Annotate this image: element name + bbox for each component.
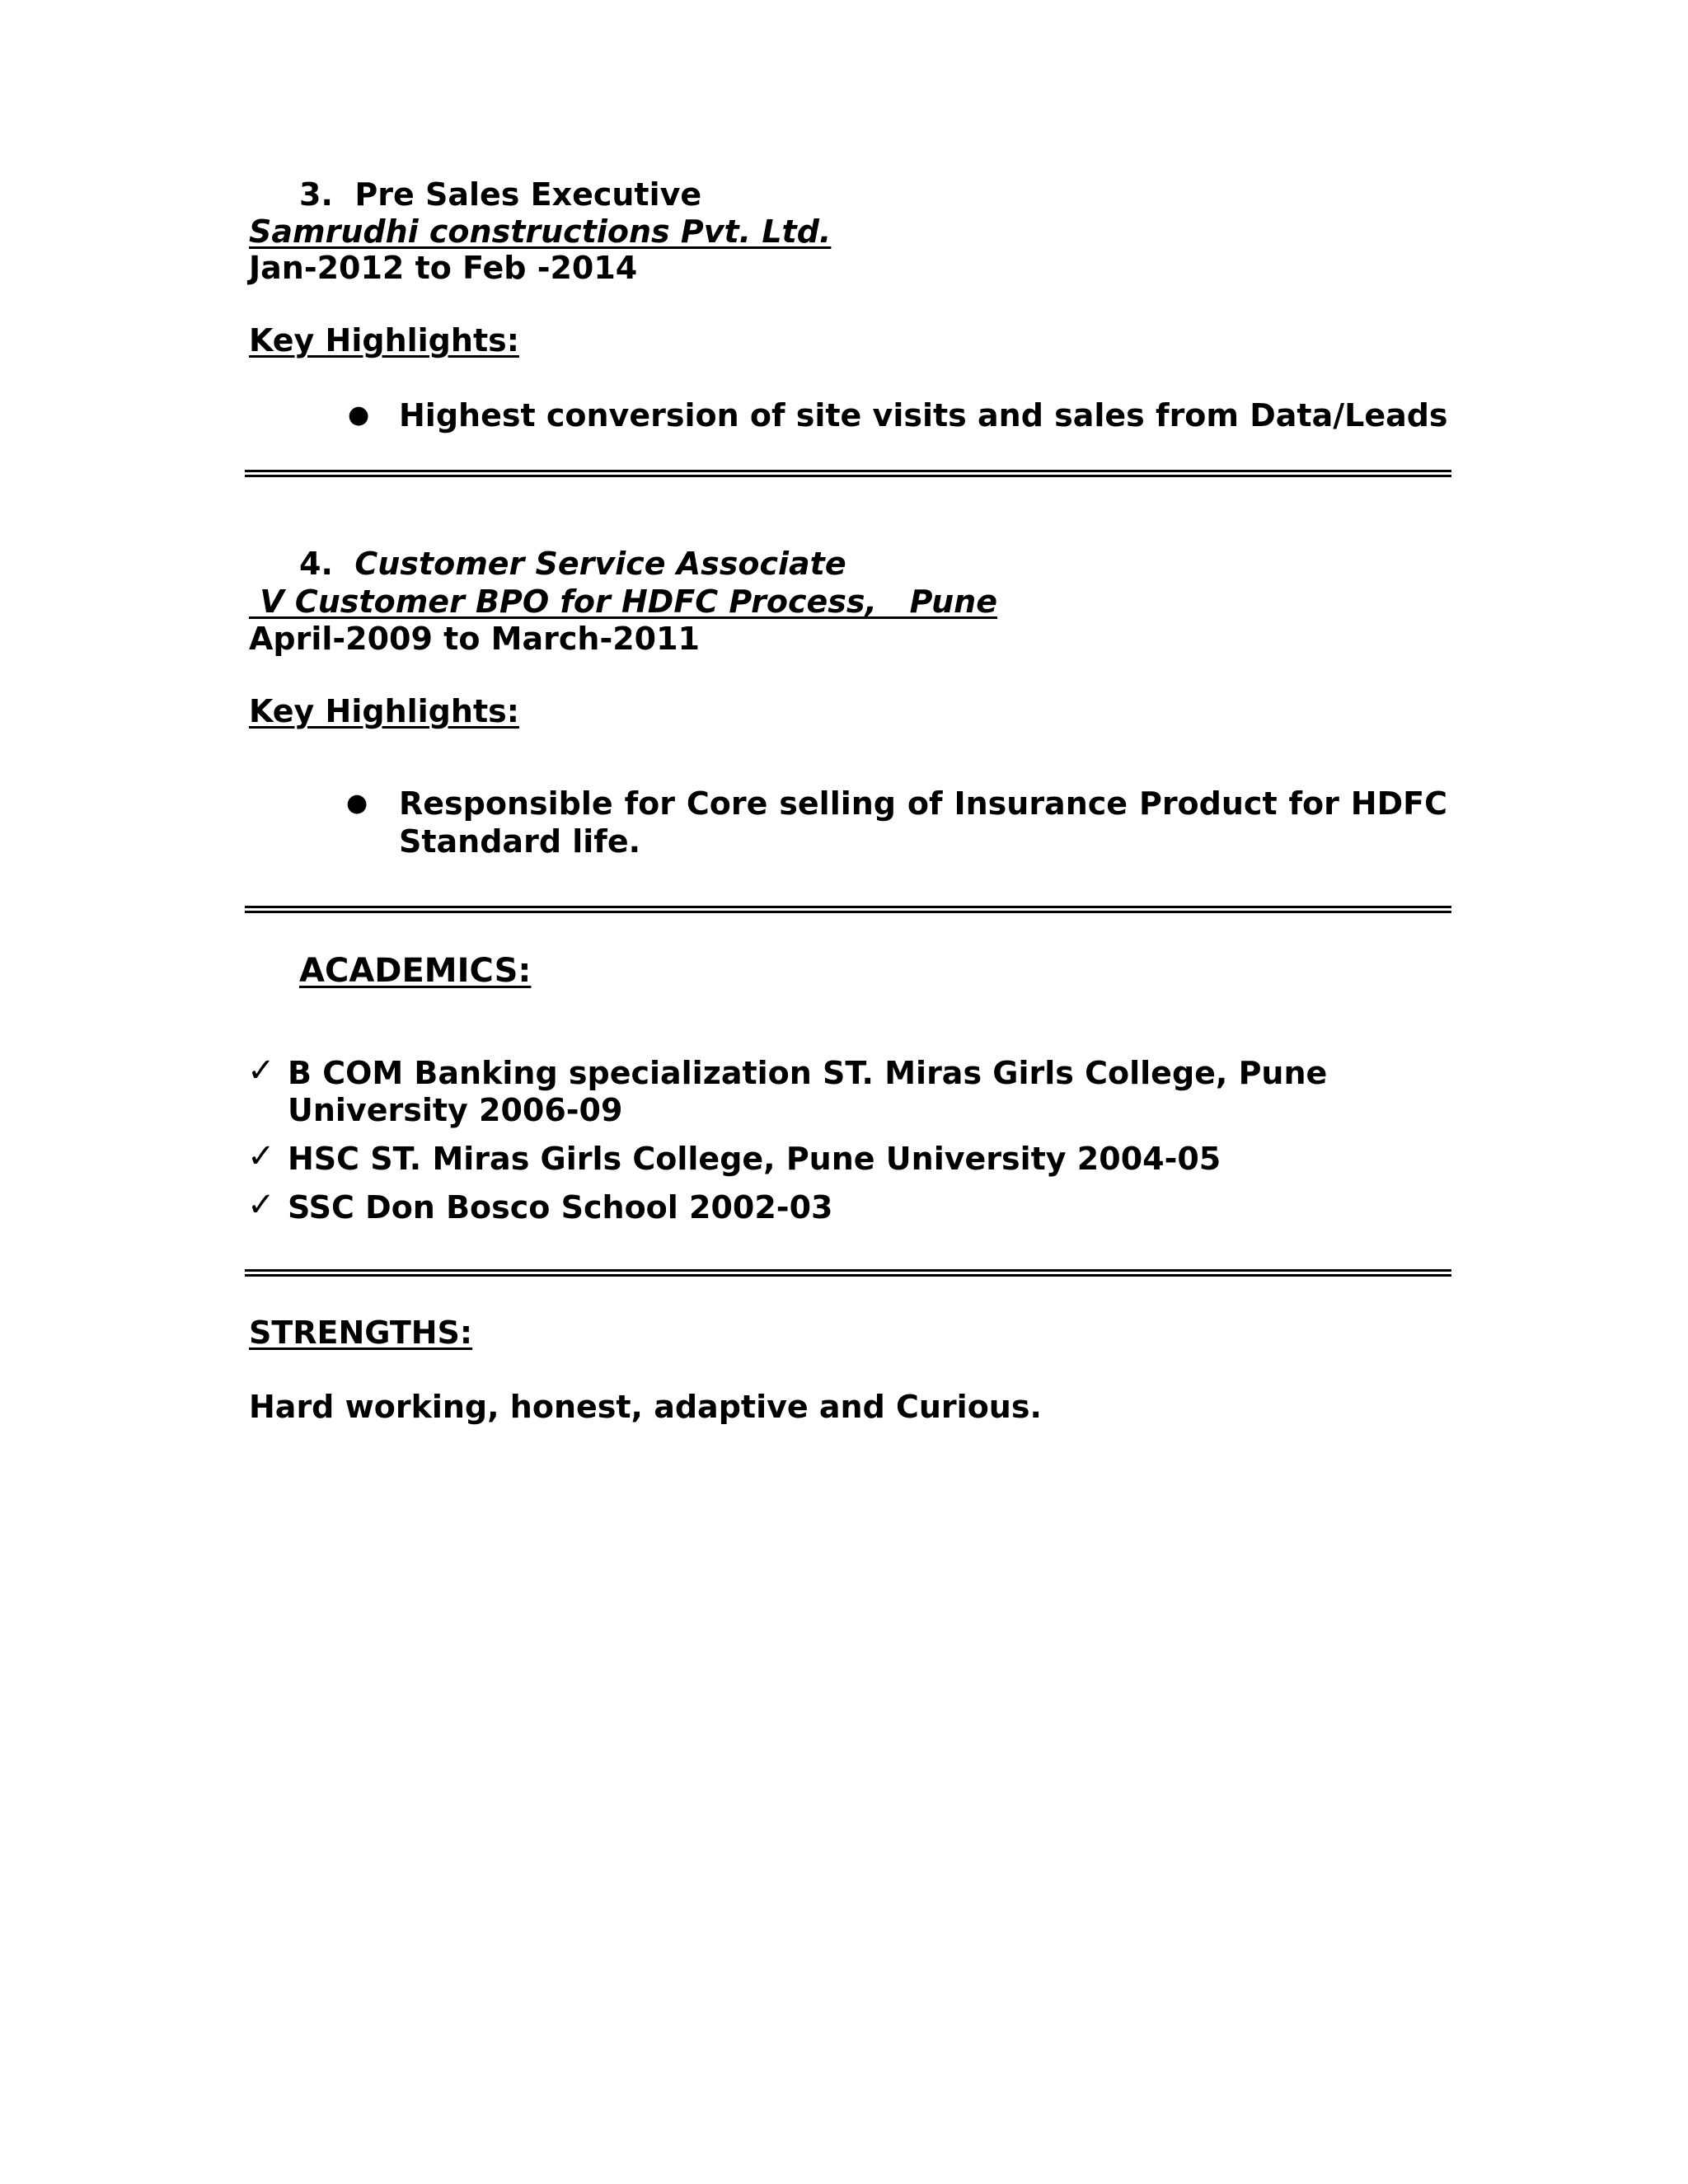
- job-title-4: [299, 545, 846, 583]
- academics-heading-text: ACADEMICS: [299, 952, 518, 990]
- section-divider: [245, 1269, 1451, 1277]
- section-divider: [245, 470, 1451, 477]
- key-highlights-label: Key Highlights:: [249, 322, 519, 359]
- checkmark-icon: ✓: [247, 1052, 275, 1090]
- strengths-text: Hard working, honest, adaptive and Curious.: [249, 1389, 1042, 1425]
- job-number: 3.: [299, 176, 333, 213]
- highlight-item: [399, 785, 1447, 860]
- academic-item-3: SSC Don Bosco School 2002-03: [288, 1189, 833, 1226]
- academic-item-2: HSC ST. Miras Girls College, Pune University 2004-05: [288, 1141, 1221, 1177]
- academics-heading-colon: :: [518, 952, 532, 990]
- bullet-icon: ●: [346, 789, 368, 818]
- academic-item-1-line-1: B COM Banking specialization ST. Miras Girls College, Pune: [288, 1055, 1328, 1091]
- academic-item-1-line-2: University 2006-09: [288, 1092, 623, 1128]
- job-title: Customer Service Associate: [354, 546, 846, 582]
- company-name: Samrudhi constructions Pvt. Ltd.: [249, 213, 832, 250]
- job-title-3: [299, 176, 701, 213]
- section-divider: [245, 906, 1451, 913]
- academics-heading: [299, 952, 531, 990]
- job-title: Pre Sales Executive: [354, 176, 702, 213]
- highlight-line-2: Standard life.: [399, 823, 641, 860]
- strengths-heading: STRENGTHS:: [249, 1315, 473, 1351]
- highlight-line-1: Responsible for Core selling of Insurance Product for HDFC: [399, 785, 1447, 822]
- checkmark-icon: ✓: [247, 1186, 275, 1224]
- company-name: V Customer BPO for HDFC Process, Pune: [249, 583, 997, 620]
- job-period: April-2009 to March-2011: [249, 621, 700, 657]
- key-highlights-label: Key Highlights:: [249, 693, 519, 729]
- bullet-icon: ●: [348, 401, 370, 429]
- highlight-item: Highest conversion of site visits and sales from Data/Leads: [399, 397, 1448, 434]
- checkmark-icon: ✓: [247, 1137, 275, 1175]
- job-period: Jan-2012 to Feb -2014: [249, 250, 638, 286]
- job-number: 4.: [299, 546, 333, 582]
